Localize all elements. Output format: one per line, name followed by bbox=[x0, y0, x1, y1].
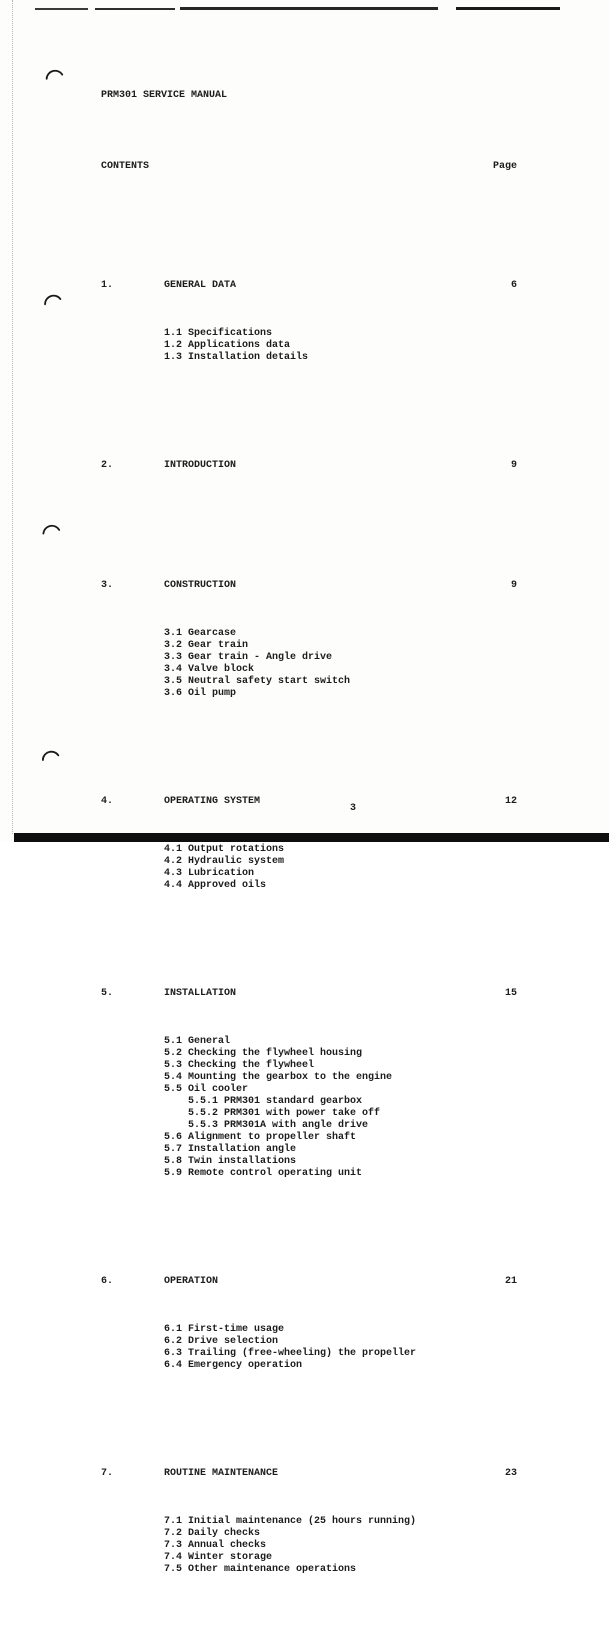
toc-item: 7.2 Daily checks bbox=[164, 1528, 261, 1539]
section-page-number: 21 bbox=[504, 1276, 517, 1287]
section-number: 4. bbox=[101, 796, 114, 807]
toc-item: 5.3 Checking the flywheel bbox=[164, 1060, 315, 1071]
toc-section-heading bbox=[101, 796, 517, 808]
section-number: 5. bbox=[101, 988, 114, 999]
section-number: 2. bbox=[101, 460, 114, 471]
top-scan-line-segment bbox=[95, 8, 175, 10]
toc-item: 5.5.3 PRM301A with angle drive bbox=[188, 1120, 369, 1131]
contents-heading: CONTENTS bbox=[101, 161, 150, 172]
toc-item: 5.6 Alignment to propeller shaft bbox=[164, 1132, 357, 1143]
section-title: OPERATION bbox=[164, 1276, 219, 1287]
section-page-number: 12 bbox=[504, 796, 517, 807]
toc-item: 6.2 Drive selection bbox=[164, 1336, 279, 1347]
section-title: INSTALLATION bbox=[164, 988, 237, 999]
toc-section bbox=[101, 1252, 517, 1396]
toc-item: 5.5 Oil cooler bbox=[164, 1084, 249, 1095]
page-edge-line bbox=[12, 0, 13, 834]
toc-item: 3.3 Gear train - Angle drive bbox=[164, 652, 333, 663]
toc-item: 7.3 Annual checks bbox=[164, 1540, 267, 1551]
document-title: PRM301 SERVICE MANUAL bbox=[101, 90, 228, 101]
toc-item: 7.1 Initial maintenance (25 hours running) bbox=[164, 1516, 417, 1527]
section-page-number: 6 bbox=[510, 280, 517, 291]
section-title: CONSTRUCTION bbox=[164, 580, 237, 591]
toc-section-heading bbox=[101, 280, 517, 292]
binder-ring-mark-icon bbox=[41, 519, 62, 535]
spacer bbox=[101, 126, 517, 137]
top-scan-line-segment bbox=[180, 7, 438, 10]
toc-section-heading bbox=[101, 580, 517, 592]
section-title: OPERATING SYSTEM bbox=[164, 796, 261, 807]
toc-section bbox=[101, 1444, 517, 1600]
binder-ring-mark-icon bbox=[41, 288, 63, 306]
toc-section-heading bbox=[101, 1276, 517, 1288]
toc-item: 5.4 Mounting the gearbox to the engine bbox=[164, 1072, 393, 1083]
section-number: 1. bbox=[101, 280, 114, 291]
toc-section bbox=[101, 256, 517, 388]
toc-item: 6.3 Trailing (free-wheeling) the propeller bbox=[164, 1348, 417, 1359]
section-title: INTRODUCTION bbox=[164, 460, 237, 471]
section-items bbox=[101, 328, 517, 364]
toc-item: 4.2 Hydraulic system bbox=[164, 856, 285, 867]
top-scan-line-segment bbox=[456, 7, 560, 10]
toc-item: 5.5.2 PRM301 with power take off bbox=[188, 1108, 381, 1119]
toc-item: 1.3 Installation details bbox=[164, 352, 309, 363]
section-title: GENERAL DATA bbox=[164, 280, 237, 291]
toc-item: 6.4 Emergency operation bbox=[164, 1360, 303, 1371]
section-items bbox=[101, 1324, 517, 1372]
section-items bbox=[101, 1036, 517, 1180]
toc-item: 1.2 Applications data bbox=[164, 340, 291, 351]
toc-item: 4.3 Lubrication bbox=[164, 868, 255, 879]
toc bbox=[101, 232, 517, 1624]
toc-section-heading bbox=[101, 1468, 517, 1480]
toc-item: 3.2 Gear train bbox=[164, 640, 249, 651]
toc-section bbox=[101, 964, 517, 1204]
section-items bbox=[101, 628, 517, 700]
binder-ring-mark-icon bbox=[43, 64, 64, 81]
section-number: 7. bbox=[101, 1468, 114, 1479]
toc-section bbox=[101, 772, 517, 916]
page-column-header: Page bbox=[492, 161, 517, 172]
toc-item: 5.9 Remote control operating unit bbox=[164, 1168, 363, 1179]
spacer bbox=[101, 197, 517, 208]
toc-item: 3.4 Valve block bbox=[164, 664, 255, 675]
toc-section-heading bbox=[101, 988, 517, 1000]
section-title: ROUTINE MAINTENANCE bbox=[164, 1468, 279, 1479]
section-page-number: 9 bbox=[510, 460, 517, 471]
section-page-number: 23 bbox=[504, 1468, 517, 1479]
toc-item: 4.1 Output rotations bbox=[164, 844, 285, 855]
toc-item: 1.1 Specifications bbox=[164, 328, 273, 339]
toc-item: 5.7 Installation angle bbox=[164, 1144, 297, 1155]
section-page-number: 9 bbox=[510, 580, 517, 591]
toc-item: 7.4 Winter storage bbox=[164, 1552, 273, 1563]
toc-item: 3.6 Oil pump bbox=[164, 688, 237, 699]
toc-item: 3.5 Neutral safety start switch bbox=[164, 676, 351, 687]
section-number: 3. bbox=[101, 580, 114, 591]
toc-item: 5.8 Twin installations bbox=[164, 1156, 297, 1167]
toc-item: 3.1 Gearcase bbox=[164, 628, 237, 639]
toc-section-heading bbox=[101, 460, 517, 472]
section-number: 6. bbox=[101, 1276, 114, 1287]
toc-item: 5.5.1 PRM301 standard gearbox bbox=[188, 1096, 363, 1107]
toc-section bbox=[101, 556, 517, 724]
toc-item: 7.5 Other maintenance operations bbox=[164, 1564, 357, 1575]
toc-section bbox=[101, 436, 517, 508]
toc-item: 6.1 First-time usage bbox=[164, 1324, 285, 1335]
binder-ring-mark-icon bbox=[39, 745, 61, 763]
contents-header-row bbox=[101, 161, 517, 173]
section-items bbox=[101, 1516, 517, 1576]
section-page-number: 15 bbox=[504, 988, 517, 999]
contents-block bbox=[101, 66, 517, 1648]
toc-item: 5.1 General bbox=[164, 1036, 231, 1047]
footer-page-number: 3 bbox=[350, 803, 357, 814]
top-scan-line-segment bbox=[35, 8, 88, 10]
toc-item: 4.4 Approved oils bbox=[164, 880, 267, 891]
section-items bbox=[101, 844, 517, 892]
toc-item: 5.2 Checking the flywheel housing bbox=[164, 1048, 363, 1059]
